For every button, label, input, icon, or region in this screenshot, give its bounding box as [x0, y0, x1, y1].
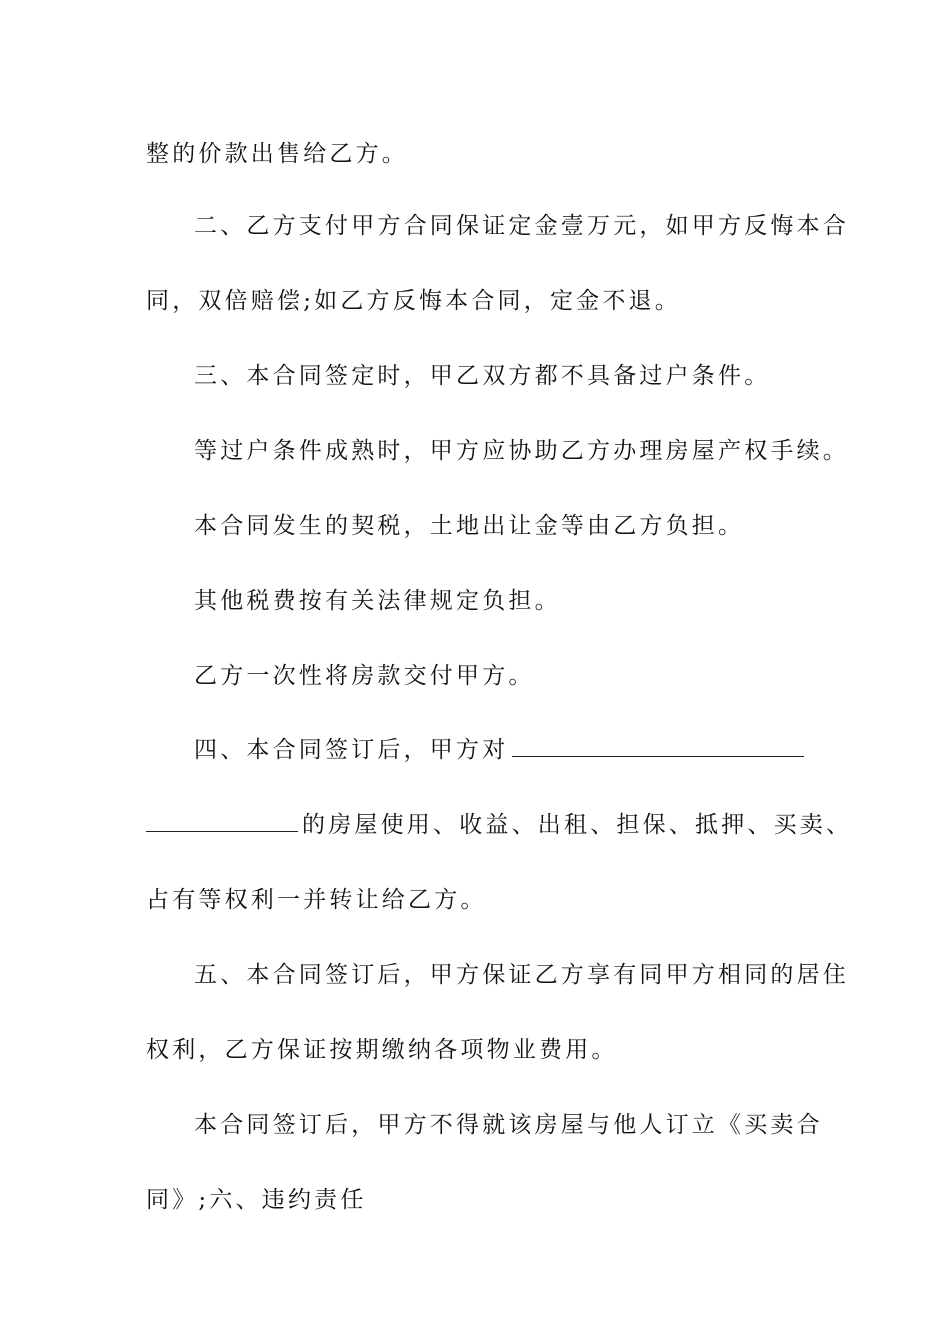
clause-three-line: 三、本合同签定时，甲乙双方都不具备过户条件。 — [194, 363, 771, 389]
text-line: 占有等权利一并转让给乙方。 — [146, 887, 487, 913]
text-line: 本合同签订后，甲方不得就该房屋与他人订立《买卖合 — [194, 1112, 823, 1138]
text-line: 乙方一次性将房款交付甲方。 — [194, 663, 535, 689]
text-line: 等过户条件成熟时，甲方应协助乙方办理房屋产权手续。 — [194, 438, 849, 464]
text-line — [146, 810, 853, 840]
text-line: 其他税费按有关法律规定负担。 — [194, 588, 561, 614]
rights-text: 的房屋使用、收益、出租、担保、抵押、买卖、 — [302, 812, 853, 838]
text-line: 整的价款出售给乙方。 — [146, 141, 408, 167]
clause-two-line: 二、乙方支付甲方合同保证定金壹万元，如甲方反悔本合 — [194, 213, 849, 239]
text-line: 权利，乙方保证按期缴纳各项物业费用。 — [146, 1037, 618, 1063]
clause-five-line: 五、本合同签订后，甲方保证乙方享有同甲方相同的居住 — [194, 962, 849, 988]
clause-four-text: 四、本合同签订后，甲方对 — [194, 737, 509, 763]
text-line: 同，双倍赔偿;如乙方反悔本合同，定金不退。 — [146, 288, 681, 314]
clause-four-line — [194, 735, 854, 765]
fill-in-blank — [146, 811, 298, 832]
text-line: 本合同发生的契税，土地出让金等由乙方负担。 — [194, 513, 745, 539]
fill-in-blank — [512, 736, 804, 757]
clause-six-heading: 同》;六、违约责任 — [146, 1187, 367, 1213]
